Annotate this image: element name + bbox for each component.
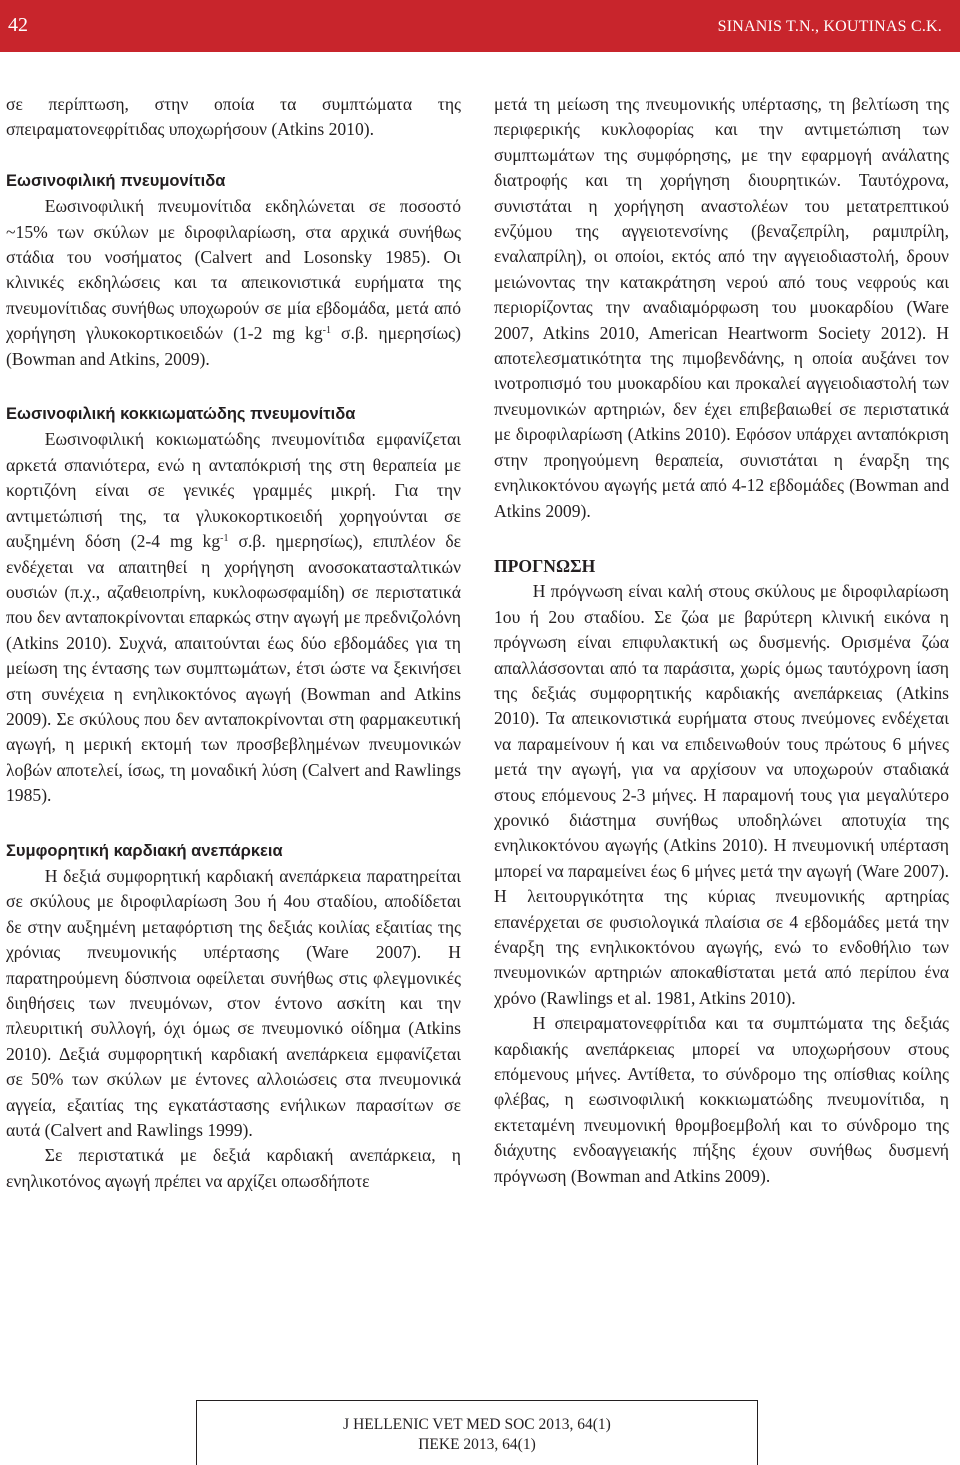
congestive-heart-failure-paragraph-1: Η δεξιά συμφορητική καρδιακή ανεπάρκεια παρατηρείται σε σκύλους με διροφιλαρίωση 3ου ή 4ου σταδίου, αποδίδεται δε στην αυξημένη μεταφόρτιση της δεξιάς κοιλίας εξαιτίας της χρόνιας πνευμονικής υπέρτασης (Ware 2007). Η παρατηρούμενη δύσπνοια οφείλεται συνήθως στις φλεγμονικές διηθήσεις των πνευμόνων, στον έντονο ασκίτη και την πλευριτική συλλογή, όχι όμως σε πνευμονικό οίδημα (Atkins 2010). Δεξιά συμφορητική καρδιακή ανεπάρκεια εμφανίζεται σε 50% των σκύλων με έντονες αλλοιώσεις στα πνευμονικά αγγεία, εξαιτίας της εγκατάστασης ενήλικων παρασίτων σε αυτά (Calvert and Rawlings 1999). bbox=[6, 865, 461, 1141]
heading-prognosis: ΠΡΟΓΝΩΣΗ bbox=[494, 555, 596, 576]
page-number: 42 bbox=[8, 14, 28, 36]
congestive-heart-failure-paragraph-2: Σε περιστατικά με δεξιά καρδιακή ανεπάρκεια, η ενηλικοτόνος αγωγή πρέπει να αρχίζει οπωσδήποτε bbox=[6, 1145, 461, 1191]
granulomatous-pneumonitis-text: Εωσινοφιλική κοκιωματώδης πνευμονίτιδα εμφανίζεται αρκετά σπανιότερα, ενώ η ανταπόκρισή της στη θεραπεία με κορτιζόνη είναι σε γενικές γραμμές μικρή. Για την αντιμετώπισή της, τα γλυκοκορτικοειδή χορηγούνται σε αυξημένη δόση (2-4 mg kg bbox=[6, 429, 461, 552]
eosinophilic-pneumonitis-text: Εωσινοφιλική πνευμονίτιδα εκδηλώνεται σε ποσοστό ~15% των σκύλων με διροφιλαρίωση, στα αρχικά συνήθως στάδια του νοσήματος (Calvert and Losonsky 1985). Οι κλινικές εκδηλώσεις και τα απεικονιστικά ευρήματα της πνευμονίτιδας συνήθως υποχωρούν σε μία εβδομάδα, μετά από χορήγηση γλυκοκορτικοειδών (1-2 mg kg bbox=[6, 196, 461, 344]
eosinophilic-pneumonitis-text-end: σ.β. ημερησίως) (Bowman and Atkins, 2009). bbox=[6, 323, 461, 369]
superscript: -1 bbox=[220, 533, 229, 545]
heading-congestive-heart-failure: Συμφορητική καρδιακή ανεπάρκεια bbox=[6, 841, 283, 860]
running-head: SINANIS T.N., KOUTINAS C.K. bbox=[717, 18, 942, 35]
header-bar bbox=[0, 0, 960, 52]
journal-footer bbox=[196, 1400, 758, 1465]
prognosis-paragraph-1: Η πρόγνωση είναι καλή στους σκύλους με διροφιλαρίωση 1ου ή 2ου σταδίου. Σε ζώα με βαρύτερη κλινική εικόνα η πρόγνωση είναι επιφυλακτική ως δυσμενής. Ορισμένα ζώα απαλλάσσονται από τα παράσιτα, χωρίς όμως ταυτόχρονη ίαση της δεξιάς συμφορητικής καρδιακής ανεπάρκειας (Atkins 2010). Τα απεικονιστικά ευρήματα στους πνεύμονες ενδέχεται να παραμείνουν ή και να επιδεινωθούν τους πρώτους 6 μήνες μετά την αγωγή, για να αρχίσουν να υποχωρούν σταδιακά στους επόμενους 2-3 μήνες. Η παραμονή τους για μεγαλύτερο χρονικό διάστημα συνήθως υποδηλώνει αποτυχία της ενηλικοκτόνου αγωγής (Atkins 2010). Η πνευμονική υπέρταση μπορεί να παραμείνει έως 6 μήνες μετά την αγωγή (Ware 2007). Η λειτουργικότητα της κύριας πνευμονικής αρτηρίας επανέρχεται σε φυσιολογικά πλαίσια σε 4 εβδομάδες μετά την έναρξη της ενηλικοκτόνου αγωγής, ενώ το ενδοθήλιο των πνευμονικών αρτηριών αποκαθίσταται μετά από περίπου ένα χρόνο (Rawlings et al. 1981, Atkins 2010). bbox=[494, 581, 949, 1008]
left-column bbox=[6, 92, 461, 1194]
eosinophilic-pneumonitis-paragraph bbox=[6, 194, 461, 372]
treatment-continued-paragraph: μετά τη μείωση της πνευμονικής υπέρτασης, τη βελτίωση της περιφερικής κυκλοφορίας και την αντιμετώπιση των συμπτωμάτων της συμφόρησης, με την εφαρμογή ανάλατης διατροφής και τη χορήγηση διουρητικών. Ταυτόχρονα, συνιστάται η χορήγηση αναστολέων του μετατρεπτικού ενζύμου της αγγειοτενσίνης (βεναζεπρίλη, ραμιπρίλη, εναλαπρίλη), οι οποίοι, εκτός από την αγγειοδιαστολή, δρουν μειώνοντας την κατακράτηση νερού από τους νεφρούς και περιορίζοντας την αναδιαμόρφωση του μυοκαρδίου (Ware 2007, Atkins 2010, American Heartworm Society 2012). Η αποτελεσματικότητα της πιμοβενδάνης, η οποία αυξάνει τον ινοτροπισμό του μυοκαρδίου και προκαλεί αγγειοδιαστολή των πνευμονικών αρτηριών, δεν έχει επιβεβαιωθεί σε περιστατικά με διροφιλαρίωση (Atkins 2010). Εφόσον υπάρχει ανταπόκριση στην προηγούμενη θεραπεία, συνιστάται η έναρξη της ενηλικοκτόνου αγωγής μετά από 4-12 εβδομάδες (Bowman and Atkins 2009). bbox=[494, 94, 949, 521]
heading-eosinophilic-pneumonitis: Εωσινοφιλική πνευμονίτιδα bbox=[6, 171, 226, 190]
footer-journal-greek: ΠΕΚΕ 2013, 64(1) bbox=[418, 1436, 536, 1453]
granulomatous-pneumonitis-paragraph bbox=[6, 427, 461, 808]
prognosis-paragraph-2: Η σπειραματονεφρίτιδα και τα συμπτώματα της δεξιάς καρδιακής ανεπάρκειας μπορεί να υποχωρήσουν στους επόμενους μήνες. Αντίθετα, το σύνδρομο της οπίσθιας κοίλης φλέβας, η εωσινοφιλική κοκκιωματώδης πνευμονίτιδα, η εκτεταμένη πνευμονική θρομβοεμβολή και το σύνδρομο της διάχυτης ενδοαγγειακής πήξης έχουν συνήθως δυσμενή πρόγνωση (Bowman and Atkins 2009). bbox=[494, 1013, 949, 1186]
heading-granulomatous-pneumonitis: Εωσινοφιλική κοκκιωματώδης πνευμονίτιδα bbox=[6, 405, 356, 424]
footer-journal-english: J HELLENIC VET MED SOC 2013, 64(1) bbox=[343, 1416, 611, 1433]
right-column bbox=[494, 92, 949, 1189]
superscript: -1 bbox=[322, 325, 331, 337]
intro-paragraph: σε περίπτωση, στην οποία τα συμπτώματα της σπειραματονεφρίτιδας υποχωρήσουν (Atkins 2010). bbox=[6, 94, 461, 140]
granulomatous-pneumonitis-text-end: σ.β. ημερησίως), επιπλέον δε ενδέχεται να απαιτηθεί η χορήγηση ανοσοκατασταλτικών ουσιών (π.χ., αζαθειοπρίνη, κυκλοφωσφαμίδη) σε περιστατικά που δεν ανταποκρίνονται επαρκώς στην αγωγή με πρεδνιζολόνη (Atkins 2010). Συχνά, απαιτούνται έως δύο εβδομάδες για τη μείωση της έντασης των συμπτωμάτων, έτσι ώστε να ξεκινήσει στη συνέχεια η ενηλικοκτόνος αγωγή (Bowman and Atkins 2009). Σε σκύλους που δεν ανταποκρίνονται στη φαρμακευτική αγωγή, η μερική εκτομή των προσβεβλημένων πνευμονικών λοβών αποτελεί, ίσως, τη μοναδική λύση (Calvert and Rawlings 1985). bbox=[6, 531, 461, 806]
